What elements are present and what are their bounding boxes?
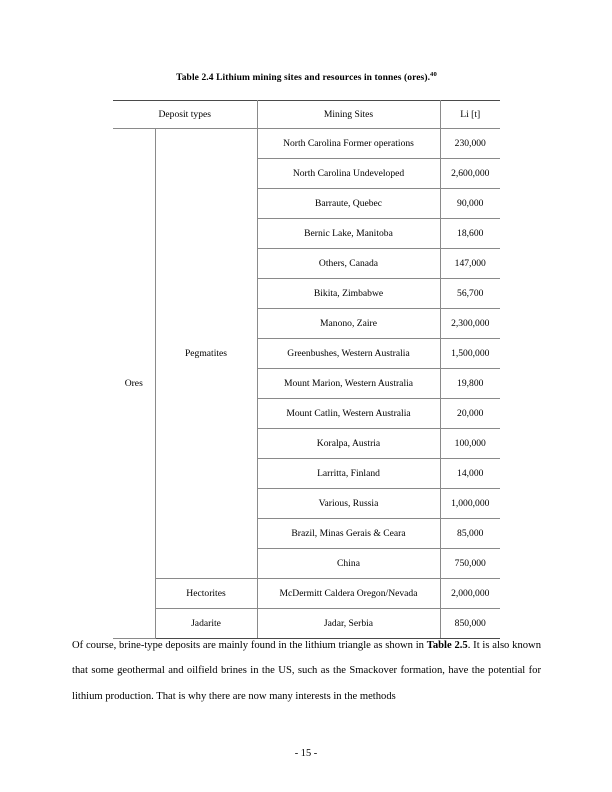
page-number-footer: - 15 - [294,748,318,759]
group-label-pegmatites: Pegmatites [155,129,257,579]
site-cell: Others, Canada [257,249,440,279]
site-cell: North Carolina Undeveloped [257,159,440,189]
li-cell: 2,000,000 [440,579,500,609]
table-row [113,129,500,159]
li-cell: 90,000 [440,189,500,219]
paragraph-part-1: Of course, brine-type deposits are mainly found in the lithium triangle as shown in [72,639,427,651]
li-cell: 1,500,000 [440,339,500,369]
paragraph-table-reference: Table 2.5 [426,639,468,651]
site-cell: North Carolina Former operations [257,129,440,159]
li-cell: 230,000 [440,129,500,159]
group-label-hectorites: Hectorites [155,579,257,609]
site-cell: Brazil, Minas Gerais & Ceara [257,519,440,549]
column-header-mining-sites: Mining Sites [257,101,440,129]
table-caption-text: Table 2.4 Lithium mining sites and resources in tonnes (ores). [176,73,431,83]
li-cell: 100,000 [440,429,500,459]
li-cell: 750,000 [440,549,500,579]
site-cell: Larritta, Finland [257,459,440,489]
column-header-deposit-types: Deposit types [113,101,257,129]
site-cell: Mount Catlin, Western Australia [257,399,440,429]
site-cell: Greenbushes, Western Australia [257,339,440,369]
li-cell: 85,000 [440,519,500,549]
site-cell: Manono, Zaire [257,309,440,339]
deposit-class-cell: Ores [113,129,155,639]
li-cell: 19,800 [440,369,500,399]
li-cell: 850,000 [440,609,500,639]
li-cell: 56,700 [440,279,500,309]
site-cell: Bikita, Zimbabwe [257,279,440,309]
li-cell: 1,000,000 [440,489,500,519]
site-cell: Various, Russia [257,489,440,519]
site-cell: Jadar, Serbia [257,609,440,639]
li-cell: 20,000 [440,399,500,429]
site-cell: Koralpa, Austria [257,429,440,459]
li-cell: 2,300,000 [440,309,500,339]
site-cell: Mount Marion, Western Australia [257,369,440,399]
li-cell: 147,000 [440,249,500,279]
table-body [113,129,500,639]
body-paragraph [72,633,541,710]
column-header-li: Li [t] [440,101,500,129]
site-cell: Barraute, Quebec [257,189,440,219]
table-caption-footnote-marker: 40 [430,70,437,78]
table-caption [113,72,500,85]
group-label-jadarite: Jadarite [155,609,257,639]
site-cell: McDermitt Caldera Oregon/Nevada [257,579,440,609]
table-row [113,579,500,609]
site-cell: Bernic Lake, Manitoba [257,219,440,249]
li-cell: 2,600,000 [440,159,500,189]
li-cell: 18,600 [440,219,500,249]
paragraph-part-2: . It is also known that some geothermal and oilfield brines in the US, such as the Smackover formation, have the potential for lithium production. That is why there are now many interests in the methods [72,639,541,702]
table-header-row [113,101,500,129]
table-header [113,101,500,129]
li-cell: 14,000 [440,459,500,489]
lithium-mining-sites-table [113,100,500,639]
site-cell: China [257,549,440,579]
